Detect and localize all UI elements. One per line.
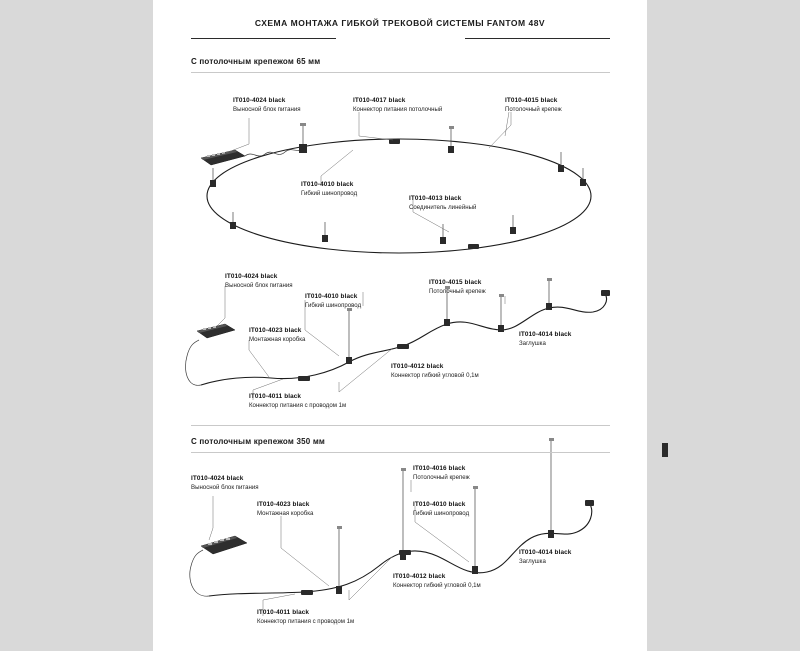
callout-code: IT010-4023 black (257, 501, 310, 508)
callout-code: IT010-4024 black (191, 475, 244, 482)
callout-code: IT010-4017 black (353, 97, 406, 104)
angle-connector-3a (301, 590, 313, 595)
callout-s3-6 (257, 608, 354, 626)
callout-code: IT010-4010 black (301, 181, 354, 188)
callout-desc: Монтажная коробка (257, 510, 314, 517)
callout-s2-0 (225, 272, 293, 290)
angle-connector-3b (399, 550, 411, 555)
section-heading-1: С потолочным крепежом 65 мм (191, 57, 321, 66)
callout-s3-1 (257, 500, 313, 518)
callout-desc: Коннектор питания с проводом 1м (249, 402, 347, 409)
callout-code: IT010-4011 black (257, 609, 310, 616)
callout-s1-0 (233, 96, 301, 114)
callout-s1-1 (353, 96, 442, 114)
callout-s3-2 (413, 464, 470, 482)
end-cap-3 (585, 500, 594, 506)
track-loop (207, 139, 591, 253)
callout-s2-1 (305, 292, 361, 310)
driver-unit-1 (201, 150, 245, 165)
section-rule-2 (191, 452, 610, 453)
callout-desc: Соединитель линейный (409, 204, 477, 211)
driver-unit-3 (201, 536, 247, 554)
callout-desc: Коннектор питания потолочный (353, 106, 443, 113)
callout-desc: Выносной блок питания (191, 484, 259, 491)
callout-s3-4 (519, 548, 571, 566)
callout-code: IT010-4015 black (505, 97, 558, 104)
callout-s2-2 (429, 278, 486, 296)
callout-code: IT010-4011 black (249, 393, 302, 400)
callout-desc: Гибкий шинопровод (301, 190, 358, 197)
callout-desc: Монтажная коробка (249, 336, 306, 343)
callout-desc: Гибкий шинопровод (413, 510, 470, 517)
callout-desc: Заглушка (519, 558, 546, 565)
end-cap-2 (601, 290, 610, 296)
angle-connector-2a (298, 376, 310, 381)
callout-s3-5 (393, 572, 481, 590)
callout-desc: Коннектор питания с проводом 1м (257, 618, 355, 625)
callout-code: IT010-4012 black (393, 573, 446, 580)
callout-s3-0 (191, 474, 259, 492)
page-edge-marker (662, 443, 668, 457)
callout-code: IT010-4016 black (413, 465, 466, 472)
section-heading-2: С потолочным крепежом 350 мм (191, 437, 326, 446)
driver-unit-2 (197, 324, 235, 338)
ceiling-power-connector (299, 123, 307, 153)
callout-desc: Потолочный крепеж (429, 288, 486, 295)
callout-s2-4 (519, 330, 571, 348)
linear-joiner-2 (468, 244, 479, 249)
callout-code: IT010-4010 black (305, 293, 358, 300)
callout-desc: Выносной блок питания (225, 282, 293, 289)
driver-cable-1 (245, 150, 301, 156)
callout-desc: Потолочный крепеж (505, 106, 562, 113)
callout-desc: Коннектор гибкий угловой 0,1м (393, 582, 481, 589)
callout-code: IT010-4015 black (429, 279, 482, 286)
callout-code: IT010-4024 black (233, 97, 286, 104)
callout-desc: Заглушка (519, 340, 546, 347)
callout-desc: Гибкий шинопровод (305, 302, 362, 309)
diagram-page (153, 0, 647, 651)
callout-code: IT010-4023 black (249, 327, 302, 334)
callout-s2-6 (249, 392, 346, 410)
callout-s2-3 (249, 326, 305, 344)
section-divider-top (191, 425, 610, 426)
callout-desc: Выносной блок питания (233, 106, 301, 113)
feed-cable-3 (190, 550, 209, 596)
callout-code: IT010-4012 black (391, 363, 444, 370)
callout-desc: Коннектор гибкий угловой 0,1м (391, 372, 479, 379)
callout-s3-3 (413, 500, 469, 518)
angle-connector-2b (397, 344, 409, 349)
callout-code: IT010-4014 black (519, 331, 572, 338)
callout-s1-4 (409, 194, 476, 212)
callout-s1-3 (301, 180, 357, 198)
callout-s2-5 (391, 362, 479, 380)
callout-code: IT010-4024 black (225, 273, 278, 280)
page-title: СХЕМА МОНТАЖА ГИБКОЙ ТРЕКОВОЙ СИСТЕМЫ FANTOM 48V (254, 18, 546, 28)
callout-desc: Потолочный крепеж (413, 474, 470, 481)
callout-s1-2 (505, 96, 562, 114)
callout-code: IT010-4014 black (519, 549, 572, 556)
callout-code: IT010-4010 black (413, 501, 466, 508)
callout-code: IT010-4013 black (409, 195, 462, 202)
feed-cable-2 (186, 340, 201, 385)
